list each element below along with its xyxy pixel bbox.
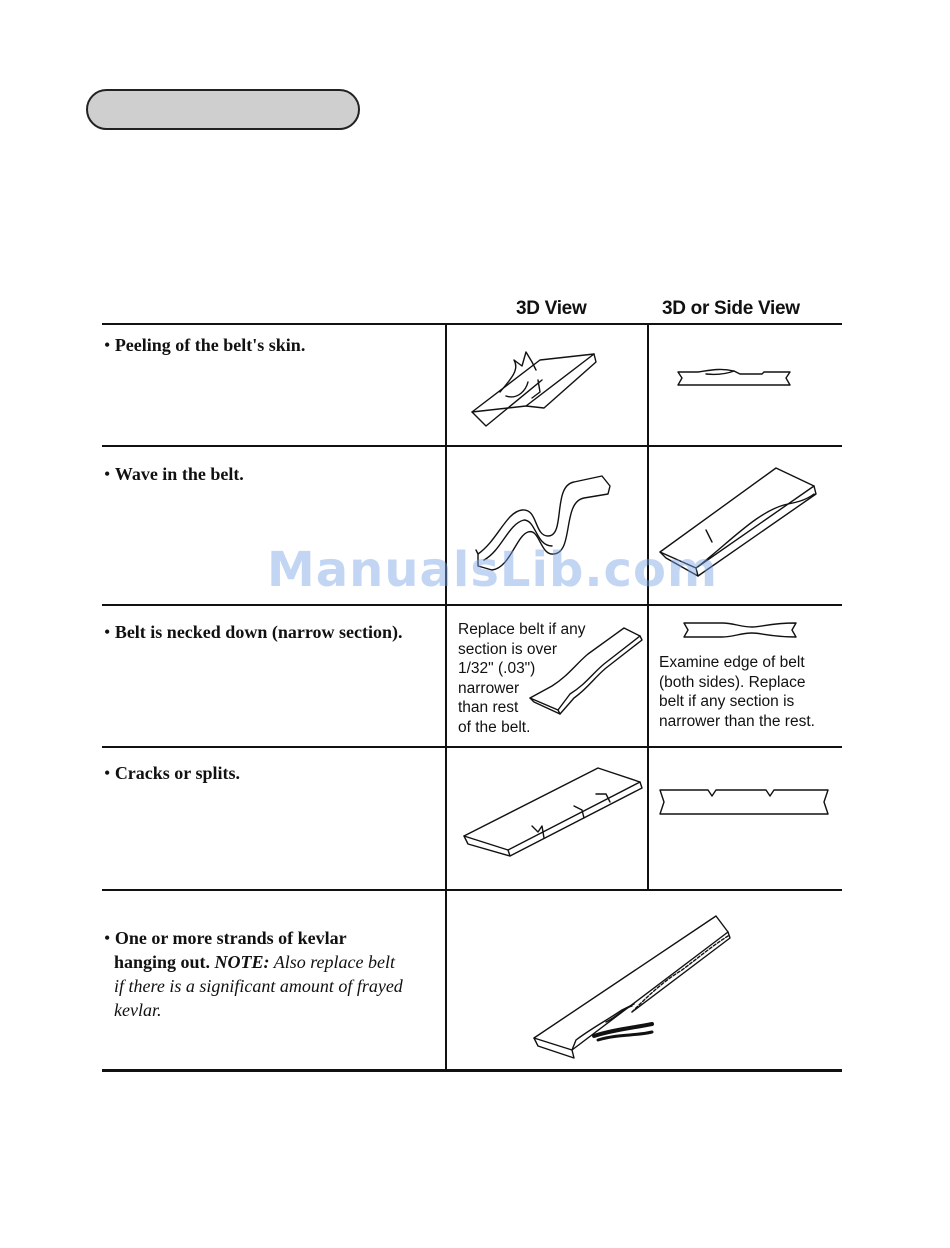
column-divider: [445, 324, 447, 1070]
table-top-rule: [102, 323, 842, 325]
frayed-kevlar-belt-icon: [532, 912, 732, 1062]
cracked-belt-3d-icon: [462, 764, 644, 860]
cracked-belt-side-icon: [658, 786, 834, 820]
table-row-peeling: • Peeling of the belt's skin.: [104, 335, 306, 355]
table-bottom-rule: [102, 1069, 842, 1072]
table-row-kevlar: • One or more strands of kevlar hanging out. NOTE: Also replace belt if there is a significant amount of frayed kevlar.: [104, 928, 403, 1020]
row-divider: [102, 604, 842, 606]
row-divider: [102, 746, 842, 748]
necked-belt-side-icon: [682, 619, 800, 643]
column-header-3d-view: 3D View: [516, 298, 587, 319]
peeling-belt-3d-icon: [470, 340, 600, 435]
watermark: ManualsLib.com: [267, 542, 718, 598]
table-row-wave: • Wave in the belt.: [104, 464, 244, 484]
row-divider: [102, 445, 842, 447]
peeling-belt-side-icon: [676, 366, 794, 392]
necked-3d-note: Replace belt if any section is over 1/32" (.03") narrower than rest of the belt.: [458, 621, 586, 736]
table-row-cracks: • Cracks or splits.: [104, 763, 240, 783]
section-title-pill: [86, 89, 360, 130]
column-divider: [647, 324, 649, 890]
column-header-side-view: 3D or Side View: [662, 298, 800, 319]
row-divider: [102, 889, 842, 891]
table-row-necked: • Belt is necked down (narrow section).: [104, 622, 403, 642]
necked-belt-3d-icon: [528, 624, 644, 716]
necked-side-note: Examine edge of belt (both sides). Replace belt if any section is narrower than the rest.: [659, 654, 815, 730]
